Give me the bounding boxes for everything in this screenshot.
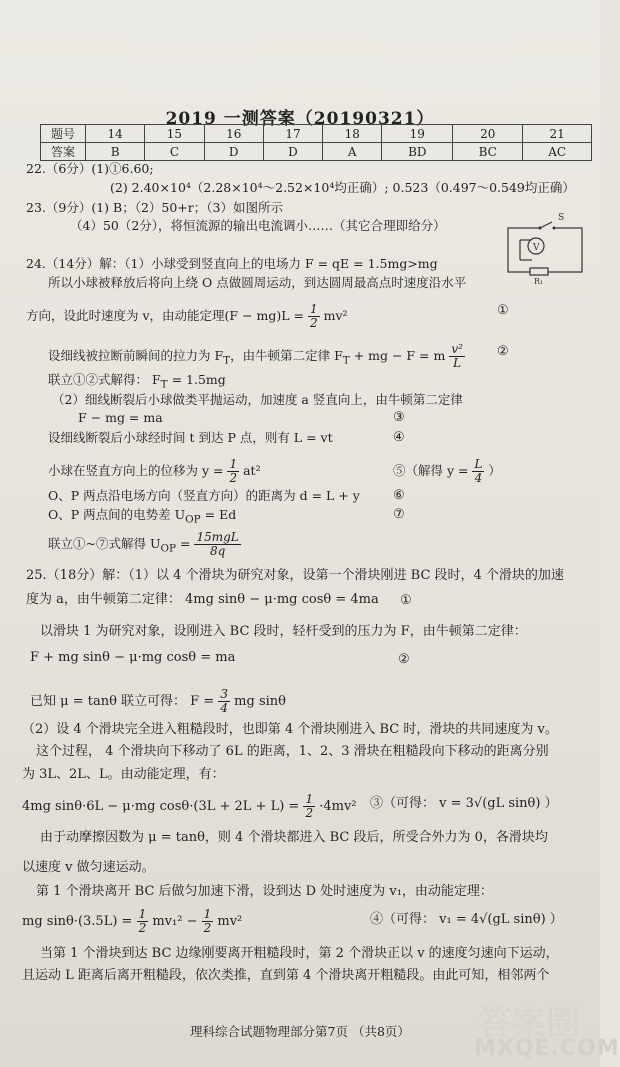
q25-result-3: ③（可得： v = 3√(gL sinθ) ）	[370, 796, 558, 811]
eq-number: ⑦	[393, 507, 405, 522]
eq-number: ①	[497, 303, 509, 318]
q25-line-13: mg sinθ·(3.5L) = $\frac{1}{2}$ mv₁² − $\frac{1}{2}$ mv²	[22, 907, 243, 935]
q24-line-12: 联立①~⑦式解得 $U_{OP}$ = $\frac{\text{15mgL}}{8q}$	[48, 530, 239, 558]
table-cell: 16	[204, 125, 263, 143]
table-cell: A	[323, 143, 382, 161]
fraction: $\frac{1}{2}$	[203, 907, 212, 935]
q22-line-2: (2) 2.40×10⁴（2.28×10⁴～2.52×10⁴均正确）; 0.523（0.497～0.549均正确）	[110, 180, 575, 195]
q24-line-10: O、P 两点沿电场方向（竖直方向）的距离为 d = L + y	[48, 488, 360, 503]
q25-line-1: 25.（18分）解：（1）以 4 个滑块为研究对象，设第一个滑块刚进 BC 段时，4 个滑块的加速	[26, 568, 564, 583]
table-cell: 21	[523, 125, 592, 143]
q25-line-7: 这个过程， 4 个滑块向下移动了 6L 的距离，1、2、3 滑块在粗糙段向下移动的距离分别	[36, 744, 549, 759]
fraction: $\frac{3}{4}$	[220, 687, 229, 715]
fraction: $\frac{\text{v²}}{L}$	[451, 342, 463, 370]
table-cell: 17	[263, 125, 322, 143]
q25-line-12: 第 1 个滑块离开 BC 后做匀加速下滑，设到达 D 处时速度为 v₁，由动能定理：	[36, 884, 493, 899]
table-cell: BD	[382, 143, 453, 161]
voltmeter-label: V	[533, 243, 540, 253]
q25-line-14: 当第 1 个滑块到达 BC 边缘刚要离开粗糙段时，第 2 个滑块正以 v 的速度匀速向下运动，	[40, 946, 559, 961]
q24-line-4: 设细线被拉断前瞬间的拉力为 $F_T$，由牛顿第二定律 $F_T$ + mg − F = m $\frac{\text{v²}}{L}$	[48, 342, 463, 370]
q24-line-3: 方向，设此时速度为 v，由动能定理(F − mg)L = $\frac{1}{2}$ mv²	[26, 302, 348, 330]
eq-number: ②	[497, 344, 509, 359]
table-cell: 题号	[41, 125, 86, 143]
fraction: $\frac{1}{2}$	[309, 302, 318, 330]
q23-line-1: 23.（9分）(1) B；（2）50+r；（3）如图所示	[26, 200, 283, 215]
q25-line-4: F + mg sinθ − μ·mg cosθ = ma	[30, 650, 236, 665]
table-cell: 19	[382, 125, 453, 143]
q24-line-5: 联立①②式解得： $F_T = 1.5mg$	[48, 372, 226, 391]
circuit-diagram	[500, 210, 590, 285]
table-cell: 18	[323, 125, 382, 143]
q25-line-5: 已知 μ = tanθ 联立可得： F = $\frac{3}{4}$ mg sinθ	[30, 687, 286, 715]
q24-line-7: F − mg = ma	[78, 410, 163, 425]
eq-number: ⑥	[393, 488, 405, 503]
switch-label: S	[558, 213, 565, 223]
page-title: 2019 一测答案（20190321）	[165, 109, 435, 129]
q25-line-3: 以滑块 1 为研究对象，设刚进入 BC 段时，轻杆受到的压力为 F，由牛顿第二定律：	[40, 624, 527, 639]
q24-line-6: （2）细线断裂后小球做类平抛运动，加速度 a 竖直向上，由牛顿第二定律	[52, 392, 463, 407]
q24-line-11: O、P 两点间的电势差 $U_{OP} = Ed$	[48, 507, 237, 526]
table-cell: D	[263, 143, 322, 161]
eq-number: ②	[398, 652, 410, 667]
eq-number: ④	[393, 430, 405, 445]
q25-line-6: （2）设 4 个滑块完全进入粗糙段时，也即第 4 个滑块刚进入 BC 时，滑块的共同速度为 v。	[22, 722, 558, 737]
eq-number: ①	[400, 593, 412, 608]
fraction: $\frac{L}{4}$	[474, 457, 483, 485]
eq-number: ③	[393, 410, 405, 425]
table-cell: B	[86, 143, 145, 161]
q23-line-2: （4）50（2分），将恒流源的输出电流调小……（其它合理即给分）	[70, 218, 446, 233]
table-cell: C	[145, 143, 204, 161]
table-row	[41, 125, 592, 143]
fraction: $\frac{\text{15mgL}}{8q}$	[196, 530, 239, 558]
q24-note: ⑤（解得 y = $\frac{L}{4}$ ）	[393, 457, 501, 485]
table-cell: D	[204, 143, 263, 161]
q24-line-8: 设细线断裂后小球经时间 t 到达 P 点，则有 L = vt	[48, 430, 333, 445]
resistor-label: R₁	[534, 277, 544, 286]
table-cell: 20	[453, 125, 523, 143]
table-cell: AC	[523, 143, 592, 161]
q25-line-11: 以速度 v 做匀速运动。	[22, 860, 155, 875]
q22-line-1: 22.（6分）(1)①6.60;	[26, 161, 154, 176]
q24-line-1: 24.（14分）解：（1）小球受到竖直向上的电场力 F = qE = 1.5mg>mg	[26, 256, 438, 271]
q25-line-2: 度为 a，由牛顿第二定律： 4mg sinθ − μ·mg cosθ = 4ma	[26, 592, 379, 607]
watermark-logo: 答案圈	[478, 1004, 580, 1044]
table-cell: 15	[145, 125, 204, 143]
table-cell: 14	[86, 125, 145, 143]
q25-line-9: 4mg sinθ·6L − μ·mg cosθ·(3L + 2L + L) = $\frac{1}{2}$ ·4mv²	[22, 792, 357, 820]
table-cell: BC	[453, 143, 523, 161]
q25-line-10: 由于动摩擦因数为 μ = tanθ，则 4 个滑块都进入 BC 段后，所受合外力为 0，各滑块均	[40, 830, 548, 845]
q25-line-15: 且运动 L 距离后离开粗糙段，依次类推，直到第 4 个滑块离开粗糙段。由此可知，相邻两个	[22, 968, 550, 983]
resistor-icon	[530, 268, 548, 275]
q24-line-2: 所以小球被释放后将向上绕 O 点做圆周运动，到达圆周最高点时速度沿水平	[48, 275, 467, 290]
q25-result-4: ④（可得： v₁ = 4√(gL sinθ) ）	[370, 912, 563, 927]
fraction: $\frac{1}{2}$	[138, 907, 147, 935]
fraction: $\frac{1}{2}$	[305, 792, 314, 820]
q25-line-8: 为 3L、2L、L。由动能定理，有：	[22, 767, 225, 782]
table-cell: 答案	[41, 143, 86, 161]
q24-line-9: 小球在竖直方向上的位移为 y = $\frac{1}{2}$ at²	[48, 457, 261, 485]
watermark-url: MXQE.COM	[474, 1036, 620, 1061]
fraction: $\frac{1}{2}$	[229, 457, 238, 485]
page-footer: 理科综合试题物理部分第7页 （共8页）	[190, 1024, 410, 1039]
answer-table	[40, 124, 592, 161]
table-row	[41, 143, 592, 161]
